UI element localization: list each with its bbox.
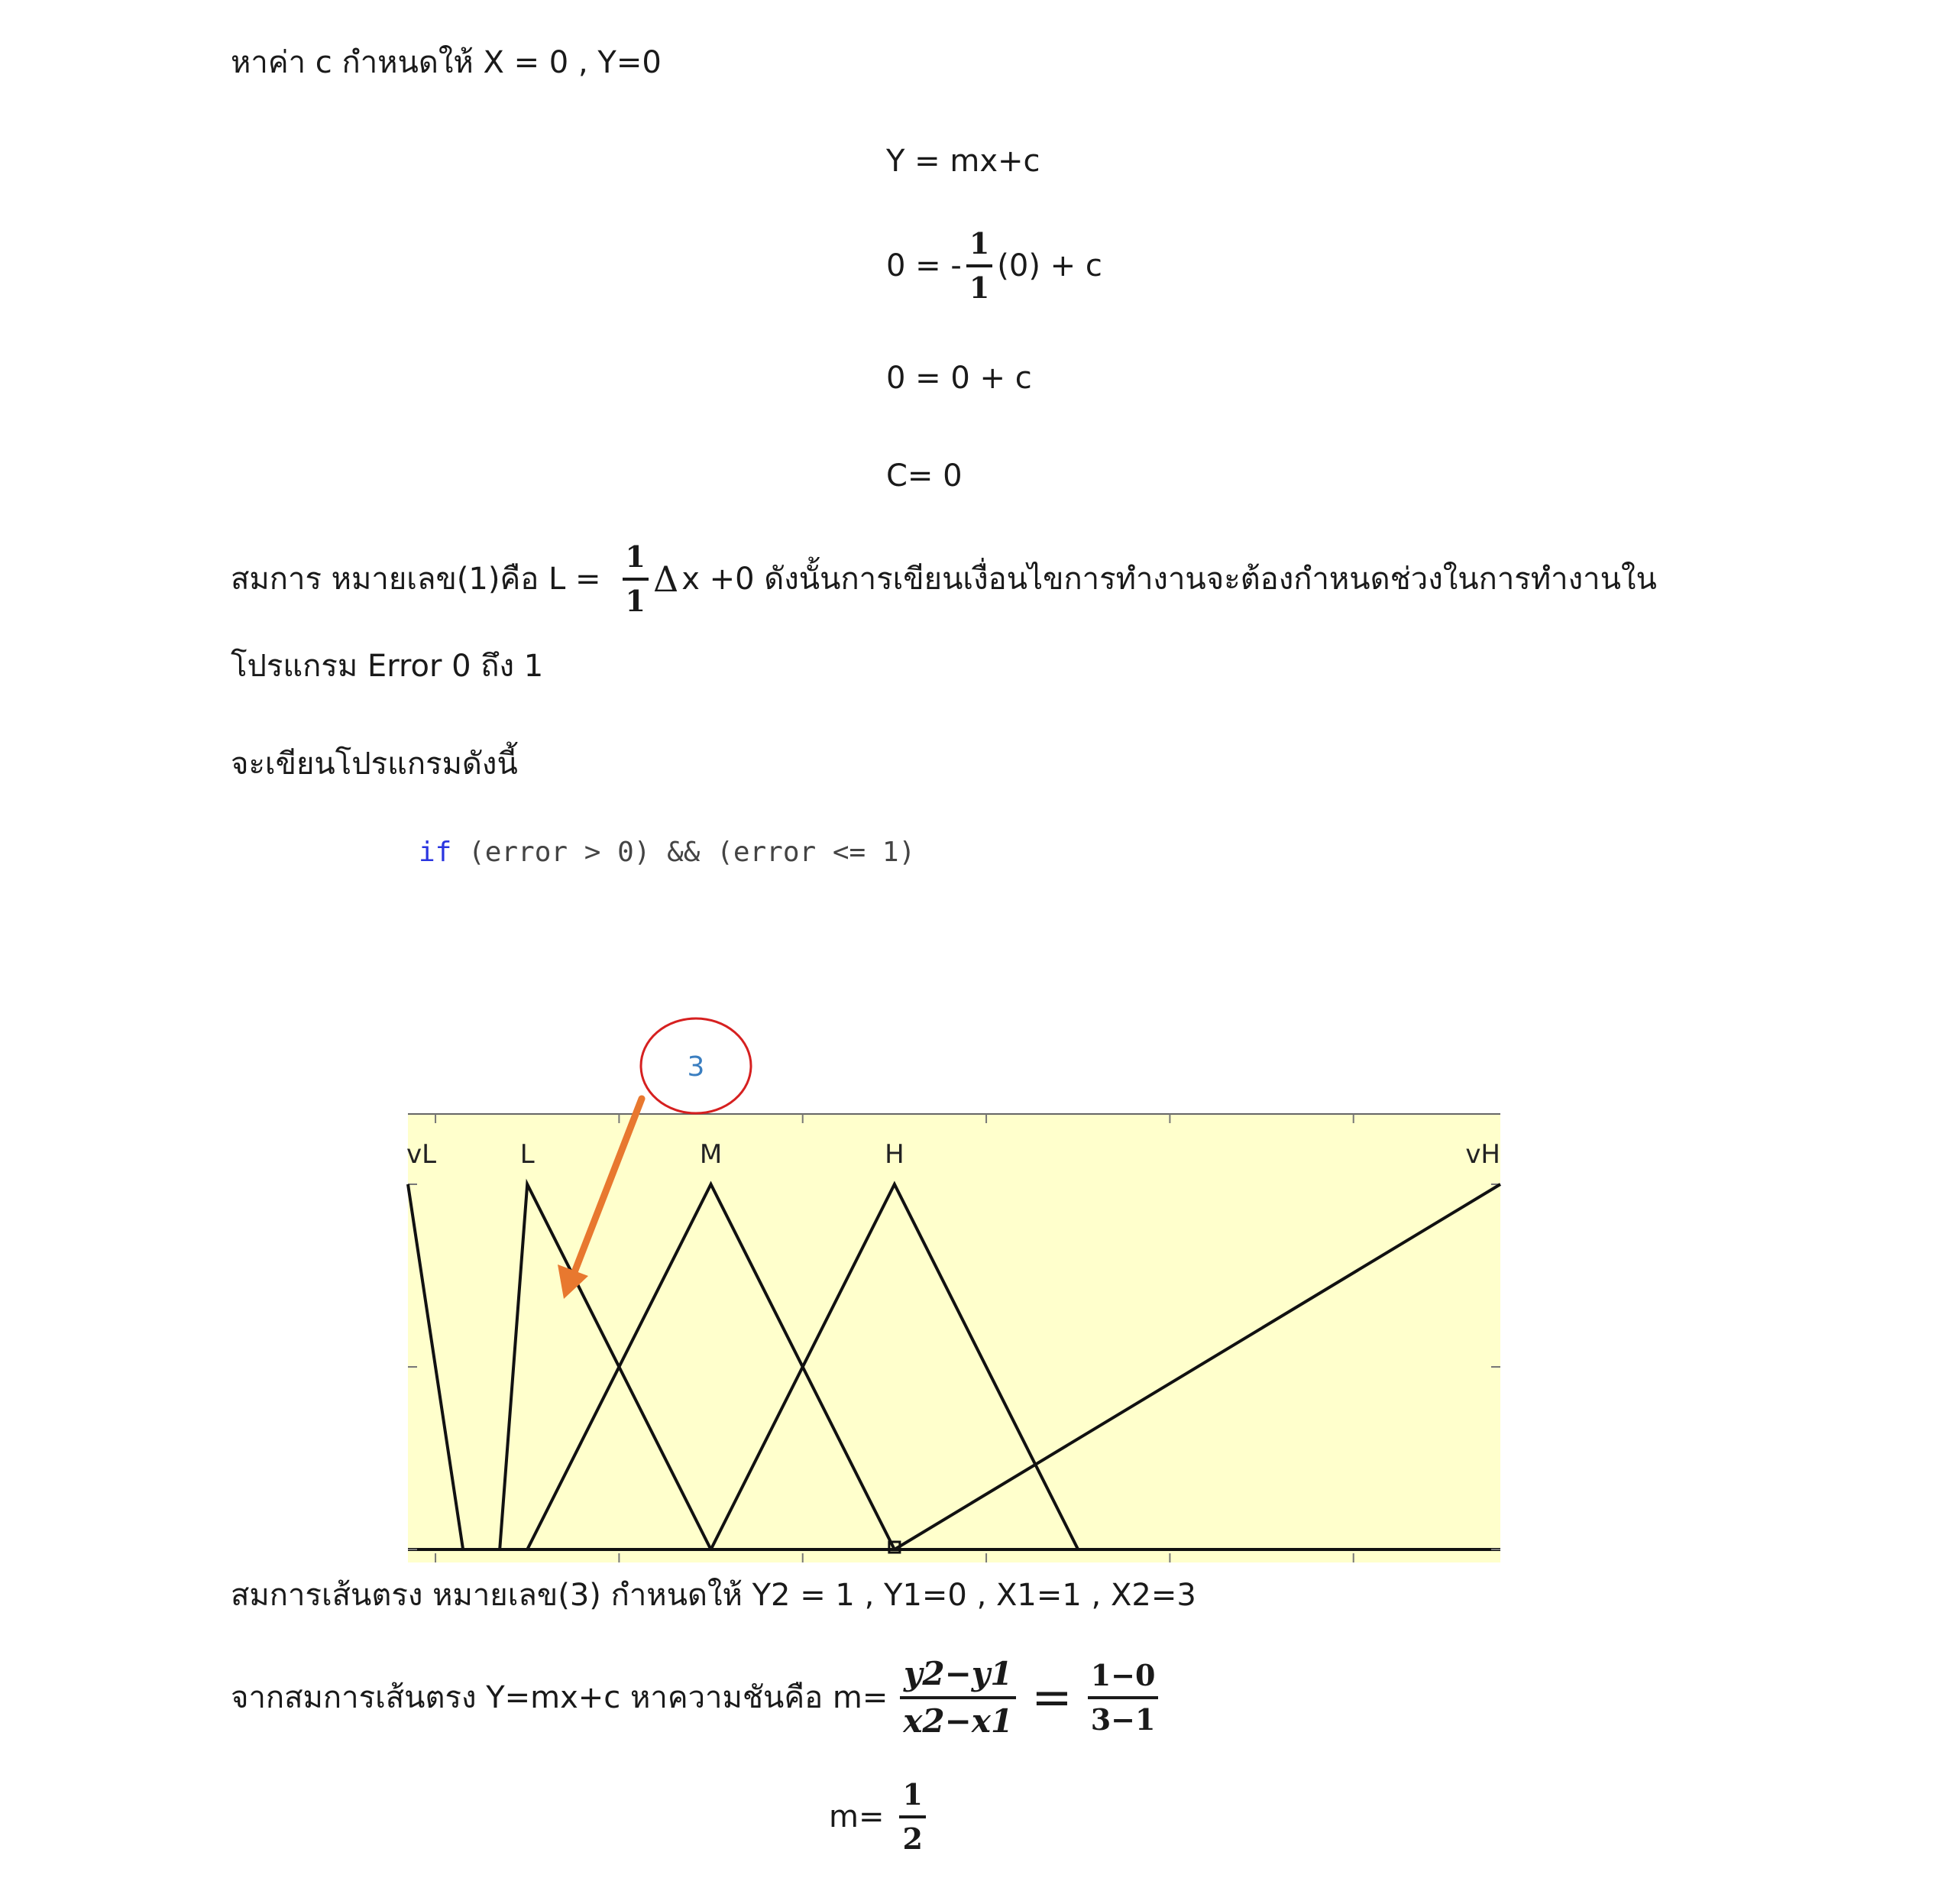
slope-frac2-den: 3−1 [1088,1696,1159,1734]
paragraph-equation-3: สมการเส้นตรง หมายเลข(3) กำหนดให้ Y2 = 1 , Y1=0 , X1=1 , X2=3 [231,1578,1196,1613]
chart-label-H: H [885,1139,904,1170]
chart-plot-area [408,1114,1500,1562]
eq-sub-right: (0) + c [997,248,1102,283]
chart-label-L: L [519,1139,535,1170]
paragraph-equation-1-line2: โปรแกรม Error 0 ถึง 1 [231,649,544,684]
para1-suffix: x +0 ดังนั้นการเขียนเงื่อนไขการทำงานจะต้องกำหนดช่วงในการทำงานใน [681,562,1657,597]
slope-equals: = [1031,1669,1073,1726]
m-den: 2 [899,1815,925,1854]
slope-frac1-num: y2−y1 [903,1655,1013,1692]
para4-prefix: จากสมการเส้นตรง Y=mx+c หาความชันคือ m= [231,1680,888,1715]
code-keyword: if [419,837,452,868]
code-condition: (error > 0) && (error <= 1) [451,837,916,868]
chart-label-M: M [699,1139,723,1170]
chart-label-vH: vH [1465,1139,1500,1170]
para1-prefix: สมการ หมายเลข(1)คือ L = [231,562,601,597]
line-find-c: หาค่า c กำหนดให้ X = 0 , Y=0 [231,45,662,80]
m-fraction [899,1777,925,1856]
slope-frac1-den: x2−x1 [900,1696,1016,1737]
equation-line: Y = mx+c [886,144,1040,179]
para1-delta: Δ [652,559,679,600]
paragraph-slope [231,1655,1163,1740]
m-num: 1 [902,1777,923,1812]
eq-sub-num: 1 [969,226,990,261]
para1-num: 1 [625,539,646,574]
slope-frac2-num: 1−0 [1090,1658,1156,1692]
callout-label: 3 [687,1051,705,1083]
chart-label-vL: vL [406,1139,437,1170]
paragraph-program-intro: จะเขียนโปรแกรมดังนี้ [231,746,518,782]
eq-sub-den: 1 [966,264,992,303]
m-label: m= [829,1799,885,1834]
eq-sub-left: 0 = - [886,248,962,283]
slope-fraction-numeric [1088,1658,1159,1737]
slope-fraction-symbolic [900,1655,1016,1740]
slope-result [829,1777,930,1856]
equation-c: C= 0 [886,458,963,494]
equation-zero: 0 = 0 + c [886,361,1032,396]
para1-den: 1 [623,578,649,616]
